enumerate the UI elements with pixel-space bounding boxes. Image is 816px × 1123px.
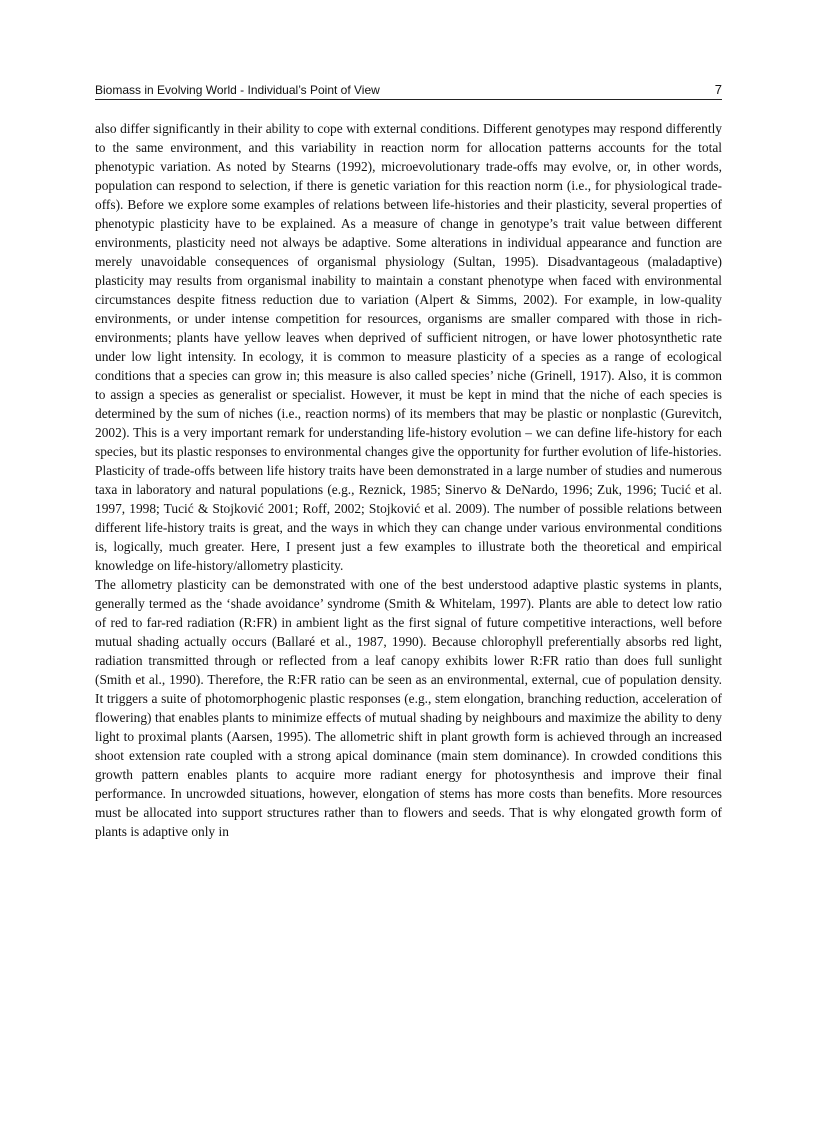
header-rule bbox=[95, 99, 722, 100]
running-header bbox=[95, 80, 722, 100]
running-title: Biomass in Evolving World - Individual’s Point of View bbox=[95, 83, 380, 97]
paragraph-3: The allometry plasticity can be demonstrated with one of the best understood adaptive plastic systems in plants, generally termed as the ‘shade avoidance’ syndrome (Smith & Whitelam, 1997). Plants are able to detect low ratio of red to far-red radiation (R:FR) in ambient light as the first signal of future competitive interactions, well before mutual shading actually occurs (Ballaré et al., 1987, 1990). Because chlorophyll preferentially absorbs red light, radiation transmitted through or reflected from a leaf canopy exhibits lower R:FR ratio than does full sunlight (Smith et al., 1990). Therefore, the R:FR ratio can be seen as an environmental, external, cue of population density. It triggers a suite of photomorphogenic plastic responses (e.g., stem elongation, branching reduction, acceleration of flowering) that enables plants to minimize effects of mutual shading by neighbours and maximize the ability to deny light to proximal plants (Aarsen, 1995). The allometric shift in plant growth form is achieved through an increased shoot extension rate coupled with a strong apical dominance (main stem dominance). In crowded conditions this growth pattern enables plants to acquire more radiant energy for photosynthesis and improve their final performance. In uncrowded situations, however, elongation of stems has more costs than benefits. More resources must be allocated into support structures rather than to flowers and seeds. That is why elongated growth form of plants is adaptive only in bbox=[95, 577, 722, 839]
paragraph-2: Plasticity of trade-offs between life history traits have been demonstrated in a large number of studies and numerous taxa in laboratory and natural populations (e.g., Reznick, 1985; Sinervo & DeNardo, 1996; Zuk, 1996; Tucić et al. 1997, 1998; Tucić & Stojković 2001; Roff, 2002; Stojković et al. 2009). The number of possible relations between different life-history traits is great, and the ways in which they can change under various environmental conditions is, logically, much greater. Here, I present just a few examples to illustrate both the theoretical and empirical knowledge on life-history/allometry plasticity. bbox=[95, 463, 722, 573]
page-number: 7 bbox=[714, 82, 722, 97]
paragraph-1: also differ significantly in their ability to cope with external conditions. Different genotypes may respond differently to the same environment, and this variability in reaction norm for allocation patterns accounts for the total phenotypic variation. As noted by Stearns (1992), microevolutionary trade-offs may evolve, or, in other words, population can respond to selection, if there is genetic variation for this reaction norm (i.e., for physiological trade-offs). Before we explore some examples of relations between life-histories and their plasticity, several properties of phenotypic plasticity have to be explained. As a measure of change in genotype’s trait value between different environments, plasticity need not always be adaptive. Some alterations in individual appearance and function are merely unavoidable consequences of organismal physiology (Sultan, 1995). Disadvantageous (maladaptive) plasticity may results from organismal inability to maintain a constant phenotype when faced with environmental circumstances despite fitness reduction due to variation (Alpert & Simms, 2002). For example, in low-quality environments, or under intense competition for resources, organisms are smaller compared with those in rich-environments; plants have yellow leaves when deprived of sufficient nitrogen, or have lower photosynthetic rate under low light intensity. In ecology, it is common to measure plasticity of a species as a range of ecological conditions that a species can grow in; this measure is also called species’ niche (Grinell, 1917). Also, it is common to assign a species as generalist or specialist. However, it must be kept in mind that the niche of each species is determined by the sum of niches (i.e., reaction norms) of its members that may be plastic or nonplastic (Gurevitch, 2002). This is a very important remark for understanding life-history evolution – we can define life-history for each species, but its plastic responses to environmental changes give the opportunity for further evolution of life-histories. bbox=[95, 121, 722, 459]
body-text bbox=[95, 119, 722, 841]
